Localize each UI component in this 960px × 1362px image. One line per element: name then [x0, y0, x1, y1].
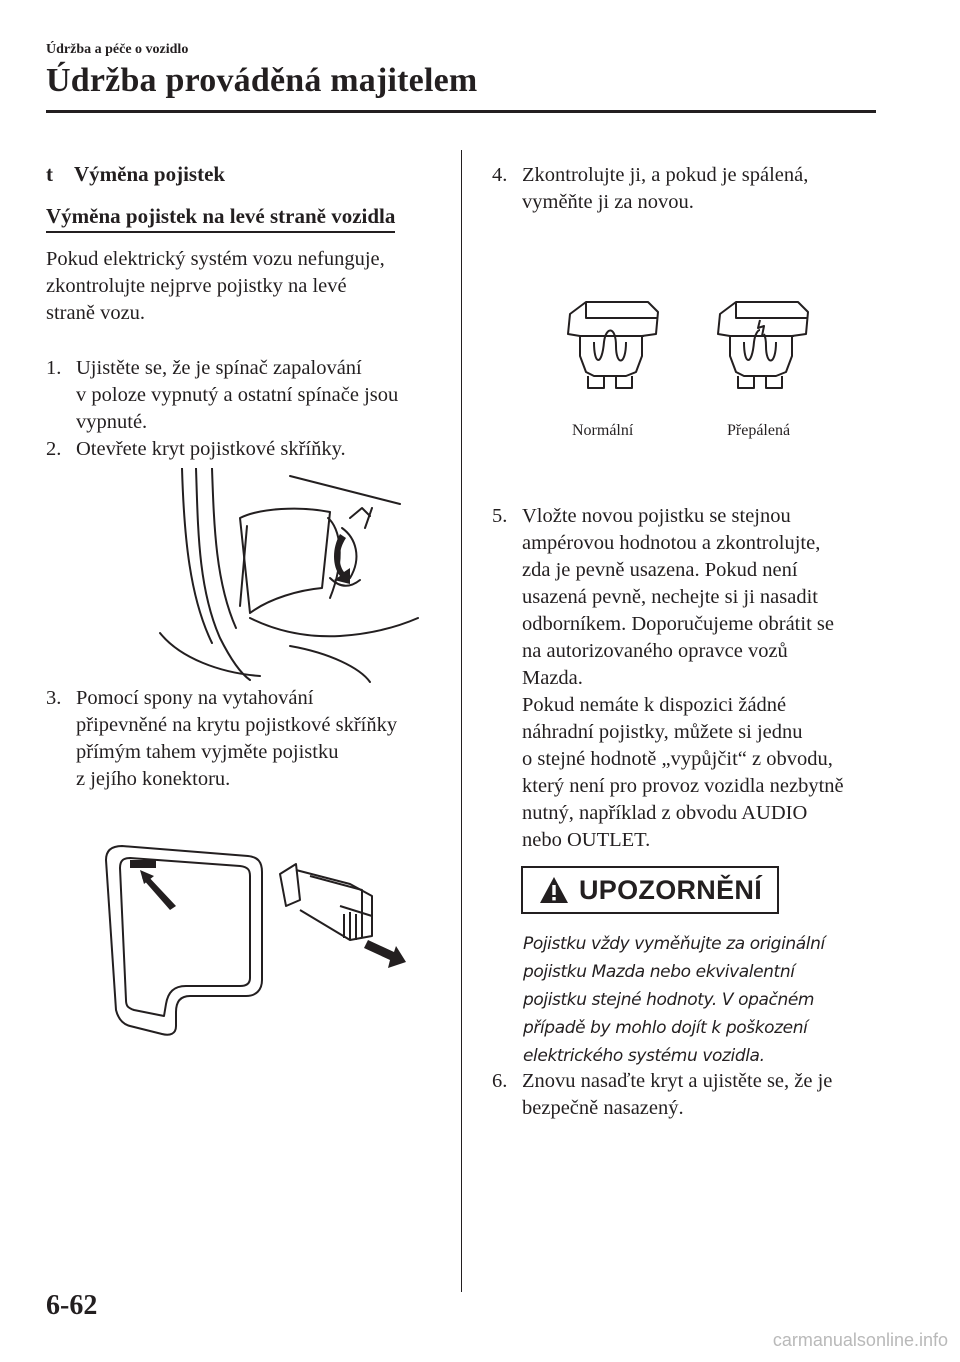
fuse-puller-illustration [100, 840, 420, 1040]
step-2: 2. Otevřete kryt pojistkové skříňky. [46, 438, 346, 460]
caption-normal: Normální [572, 422, 634, 439]
section-heading [46, 162, 225, 187]
subheading: Výměna pojistek na levé straně vozidla [46, 204, 395, 233]
step-1: 1. Ujistěte se, že je spínač zapalování v poloze vypnutý a ostatní spínače jsou vypnuté. [46, 357, 399, 433]
watermark: carmanualsonline.info [772, 1330, 948, 1350]
step-4: 4. Zkontrolujte ji, a pokud je spálená, vyměňte ji za novou. [492, 164, 809, 213]
column-divider [461, 150, 462, 1292]
page-title: Údržba prováděná majitelem [46, 62, 478, 99]
warning-text: Pojistku vždy vyměňujte za originální pojistku Mazda nebo ekvivalentní pojistku stejné hodnoty. V opačném případě by mohlo dojít k poškození elektrického systému vozidla. [523, 934, 825, 1066]
warning-triangle-icon [539, 876, 569, 904]
section-title: Výměna pojistek [74, 162, 226, 186]
blown-fuse-illustration [710, 296, 820, 396]
normal-fuse-illustration [560, 296, 670, 396]
warning-label: UPOZORNĚNÍ [579, 874, 763, 905]
header-divider [46, 110, 876, 113]
section-bullet: t [46, 162, 53, 186]
step-5: 5. Vložte novou pojistku se stejnou ampérovou hodnotou a zkontrolujte, zda je pevně usazena. Pokud není usazená pevně, nechejte si ji nasadit odborníkem. Doporučujeme obrátit se na autorizovaného opravce vozů Mazda. Pokud nemáte k dispozici žádné náhradní pojistky, můžete si jednu o stejné hodnotě „vypůjčit“ z obvodu, který není pro provoz vozidla nezbytně nutný, například z obvodu AUDIO nebo OUTLET. [492, 505, 844, 851]
caption-blown: Přepálená [727, 422, 791, 439]
warning-box [521, 866, 779, 914]
intro-paragraph: Pokud elektrický systém vozu nefunguje, zkontrolujte nejprve pojistky na levé straně vozu. [46, 248, 385, 324]
fuse-box-cover-illustration [100, 468, 420, 684]
running-header-section: Údržba a péče o vozidlo [46, 42, 189, 57]
step-6: 6. Znovu nasaďte kryt a ujistěte se, že je bezpečně nasazený. [492, 1070, 833, 1119]
page-number: 6-62 [46, 1290, 98, 1321]
step-3: 3. Pomocí spony na vytahování připevněné na krytu pojistkové skříňky přímým tahem vyjměte pojistku z jejího konektoru. [46, 687, 398, 790]
